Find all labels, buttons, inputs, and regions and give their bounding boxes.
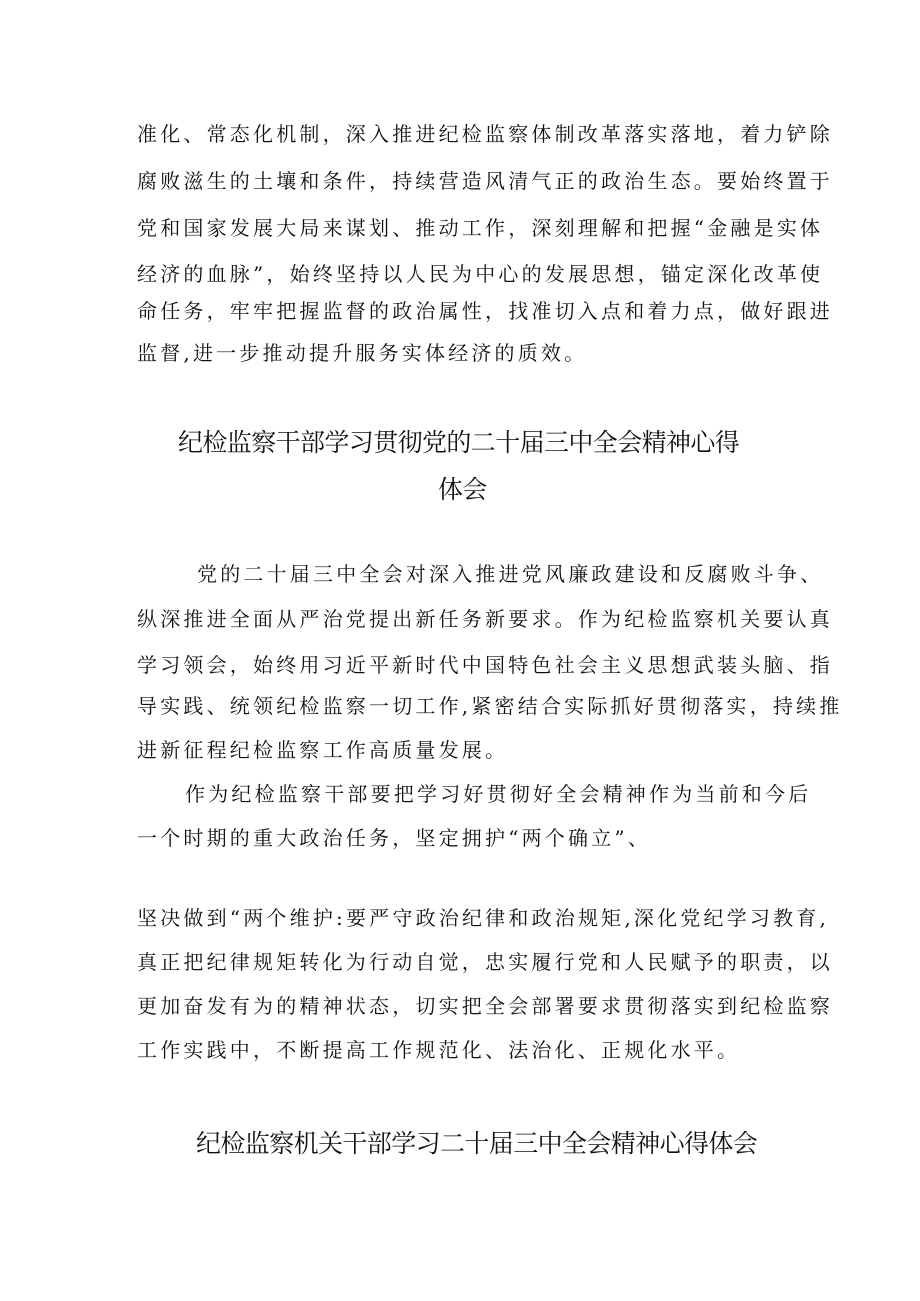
paragraph-line: 命任务，牢牢把握监督的政治属性，找准切入点和着力点，做好跟进 bbox=[137, 299, 833, 323]
paragraph-line: 学习领会，始终用习近平新时代中国特色社会主义思想武装头脑、指 bbox=[137, 653, 833, 677]
paragraph-line: 工作实践中，不断提高工作规范化、法治化、正规化水平。 bbox=[137, 1038, 741, 1062]
paragraph-line: 监督,进一步推动提升服务实体经济的质效。 bbox=[137, 341, 588, 365]
paragraph-line: 一个时期的重大政治任务，坚定拥护“两个确立”、 bbox=[137, 826, 652, 850]
paragraph-line: 党和国家发展大局来谋划、推动工作，深刻理解和把握“金融是实体 bbox=[137, 216, 824, 240]
paragraph-line: 进新征程纪检监察工作高质量发展。 bbox=[137, 738, 509, 762]
section-title-continuation: 体会 bbox=[438, 475, 487, 504]
paragraph-line: 纵深推进全面从严治党提出新任务新要求。作为纪检监察机关要认真 bbox=[137, 607, 833, 631]
section-title: 纪检监察机关干部学习二十届三中全会精神心得体会 bbox=[196, 1129, 758, 1158]
paragraph-line: 准化、常态化机制，深入推进纪检监察体制改革落实落地，着力铲除 bbox=[137, 122, 833, 146]
paragraph-line: 真正把纪律规矩转化为行动自觉，忠实履行党和人民赋予的职责，以 bbox=[137, 950, 833, 974]
paragraph-line: 党的二十届三中全会对深入推进党风廉政建设和反腐败斗争、 bbox=[197, 562, 824, 586]
paragraph-line: 腐败滋生的土壤和条件，持续营造风清气正的政治生态。要始终置于 bbox=[137, 169, 833, 193]
paragraph-line: 导实践、统领纪检监察一切工作,紧密结合实际抓好贯彻落实，持续推 bbox=[137, 694, 843, 718]
section-title: 纪检监察干部学习贯彻党的二十届三中全会精神心得 bbox=[178, 428, 740, 457]
paragraph-line: 坚决做到“两个维护:要严守政治纪律和政治规矩,深化党纪学习教育, bbox=[137, 906, 830, 930]
paragraph-line: 更加奋发有为的精神状态，切实把全会部署要求贯彻落实到纪检监察 bbox=[137, 994, 833, 1018]
paragraph-line: 经济的血脉”，始终坚持以人民为中心的发展思想，锚定深化改革使 bbox=[137, 262, 824, 286]
paragraph-line: 作为纪检监察干部要把学习好贯彻好全会精神作为当前和今后 bbox=[185, 782, 812, 806]
